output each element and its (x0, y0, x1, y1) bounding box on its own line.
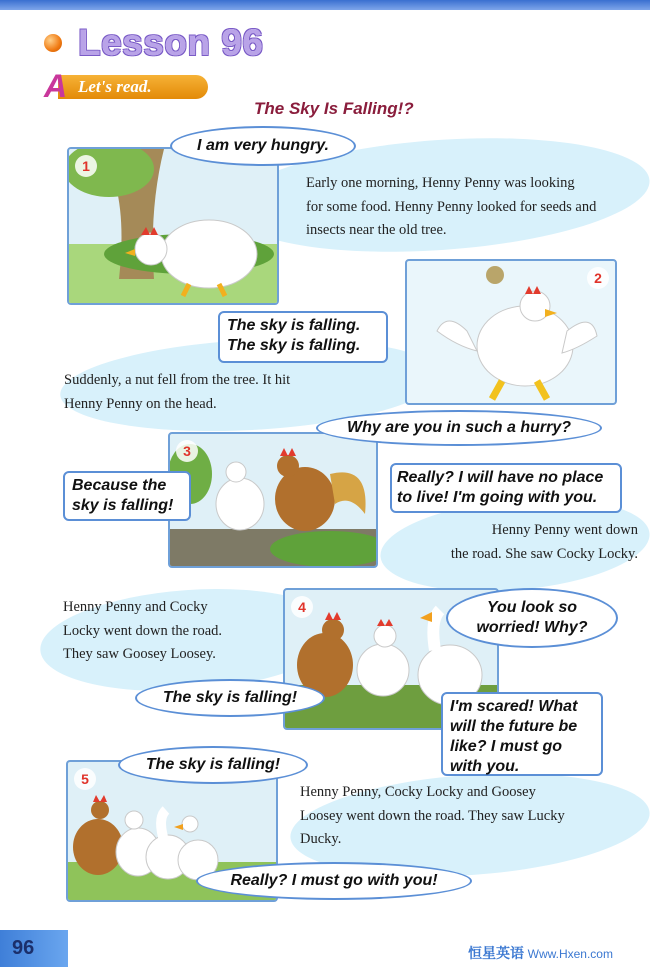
page-number: 96 (0, 930, 68, 967)
speech-bubble: Really? I will have no place to live! I'm going with you. (390, 463, 622, 513)
speech-bubble: I am very hungry. (170, 126, 356, 166)
narration-text: Henny Penny went down the road. She saw Cocky Locky. (450, 522, 638, 562)
speech-bubble: Really? I must go with you! (196, 862, 472, 900)
lesson-title: Lesson 96 (78, 22, 264, 63)
panel-number: 2 (587, 267, 609, 289)
narration-text: Early one morning, Henny Penny was looking for some food. Henny Penny looked for seeds and insects near the old tree. (306, 175, 597, 238)
speech-bubble: You look so worried! Why? (446, 588, 618, 648)
illustration-panel-2 (405, 259, 617, 405)
top-bar (0, 0, 650, 10)
bullet-dot-icon (44, 34, 62, 52)
panel-number: 1 (75, 155, 97, 177)
speech-bubble: Because the sky is falling! (63, 471, 191, 521)
section-label: Let's read. (58, 75, 208, 99)
narration-text: Henny Penny, Cocky Locky and Goosey Loosey went down the road. They saw Lucky Ducky. (300, 784, 565, 847)
narration-text: Henny Penny and Cocky Locky went down the road. They saw Goosey Loosey. (63, 599, 223, 662)
speech-bubble: I'm scared! What will the future be like? I must go with you. (441, 692, 603, 776)
site-url: Www.Hxen.com (527, 947, 613, 961)
panel-number: 5 (74, 768, 96, 790)
speech-bubble: Why are you in such a hurry? (316, 410, 602, 446)
panel-number: 4 (291, 596, 313, 618)
hen-hit-by-nut-illustration (407, 261, 615, 403)
story-title: The Sky Is Falling!? (254, 99, 414, 118)
speech-bubble: The sky is falling. The sky is falling. (218, 311, 388, 363)
site-name-cn: 恒星英语 (468, 945, 524, 961)
hen-and-rooster-illustration (170, 434, 376, 566)
section-letter: A (44, 68, 68, 104)
panel-number: 3 (176, 440, 198, 462)
illustration-panel-1 (67, 147, 279, 305)
speech-bubble: The sky is falling! (135, 679, 325, 717)
hen-under-tree-illustration (69, 149, 277, 303)
illustration-panel-3 (168, 432, 378, 568)
site-watermark (468, 943, 613, 963)
narration-text: Suddenly, a nut fell from the tree. It hit Henny Penny on the head. (64, 372, 291, 412)
speech-bubble: The sky is falling! (118, 746, 308, 784)
